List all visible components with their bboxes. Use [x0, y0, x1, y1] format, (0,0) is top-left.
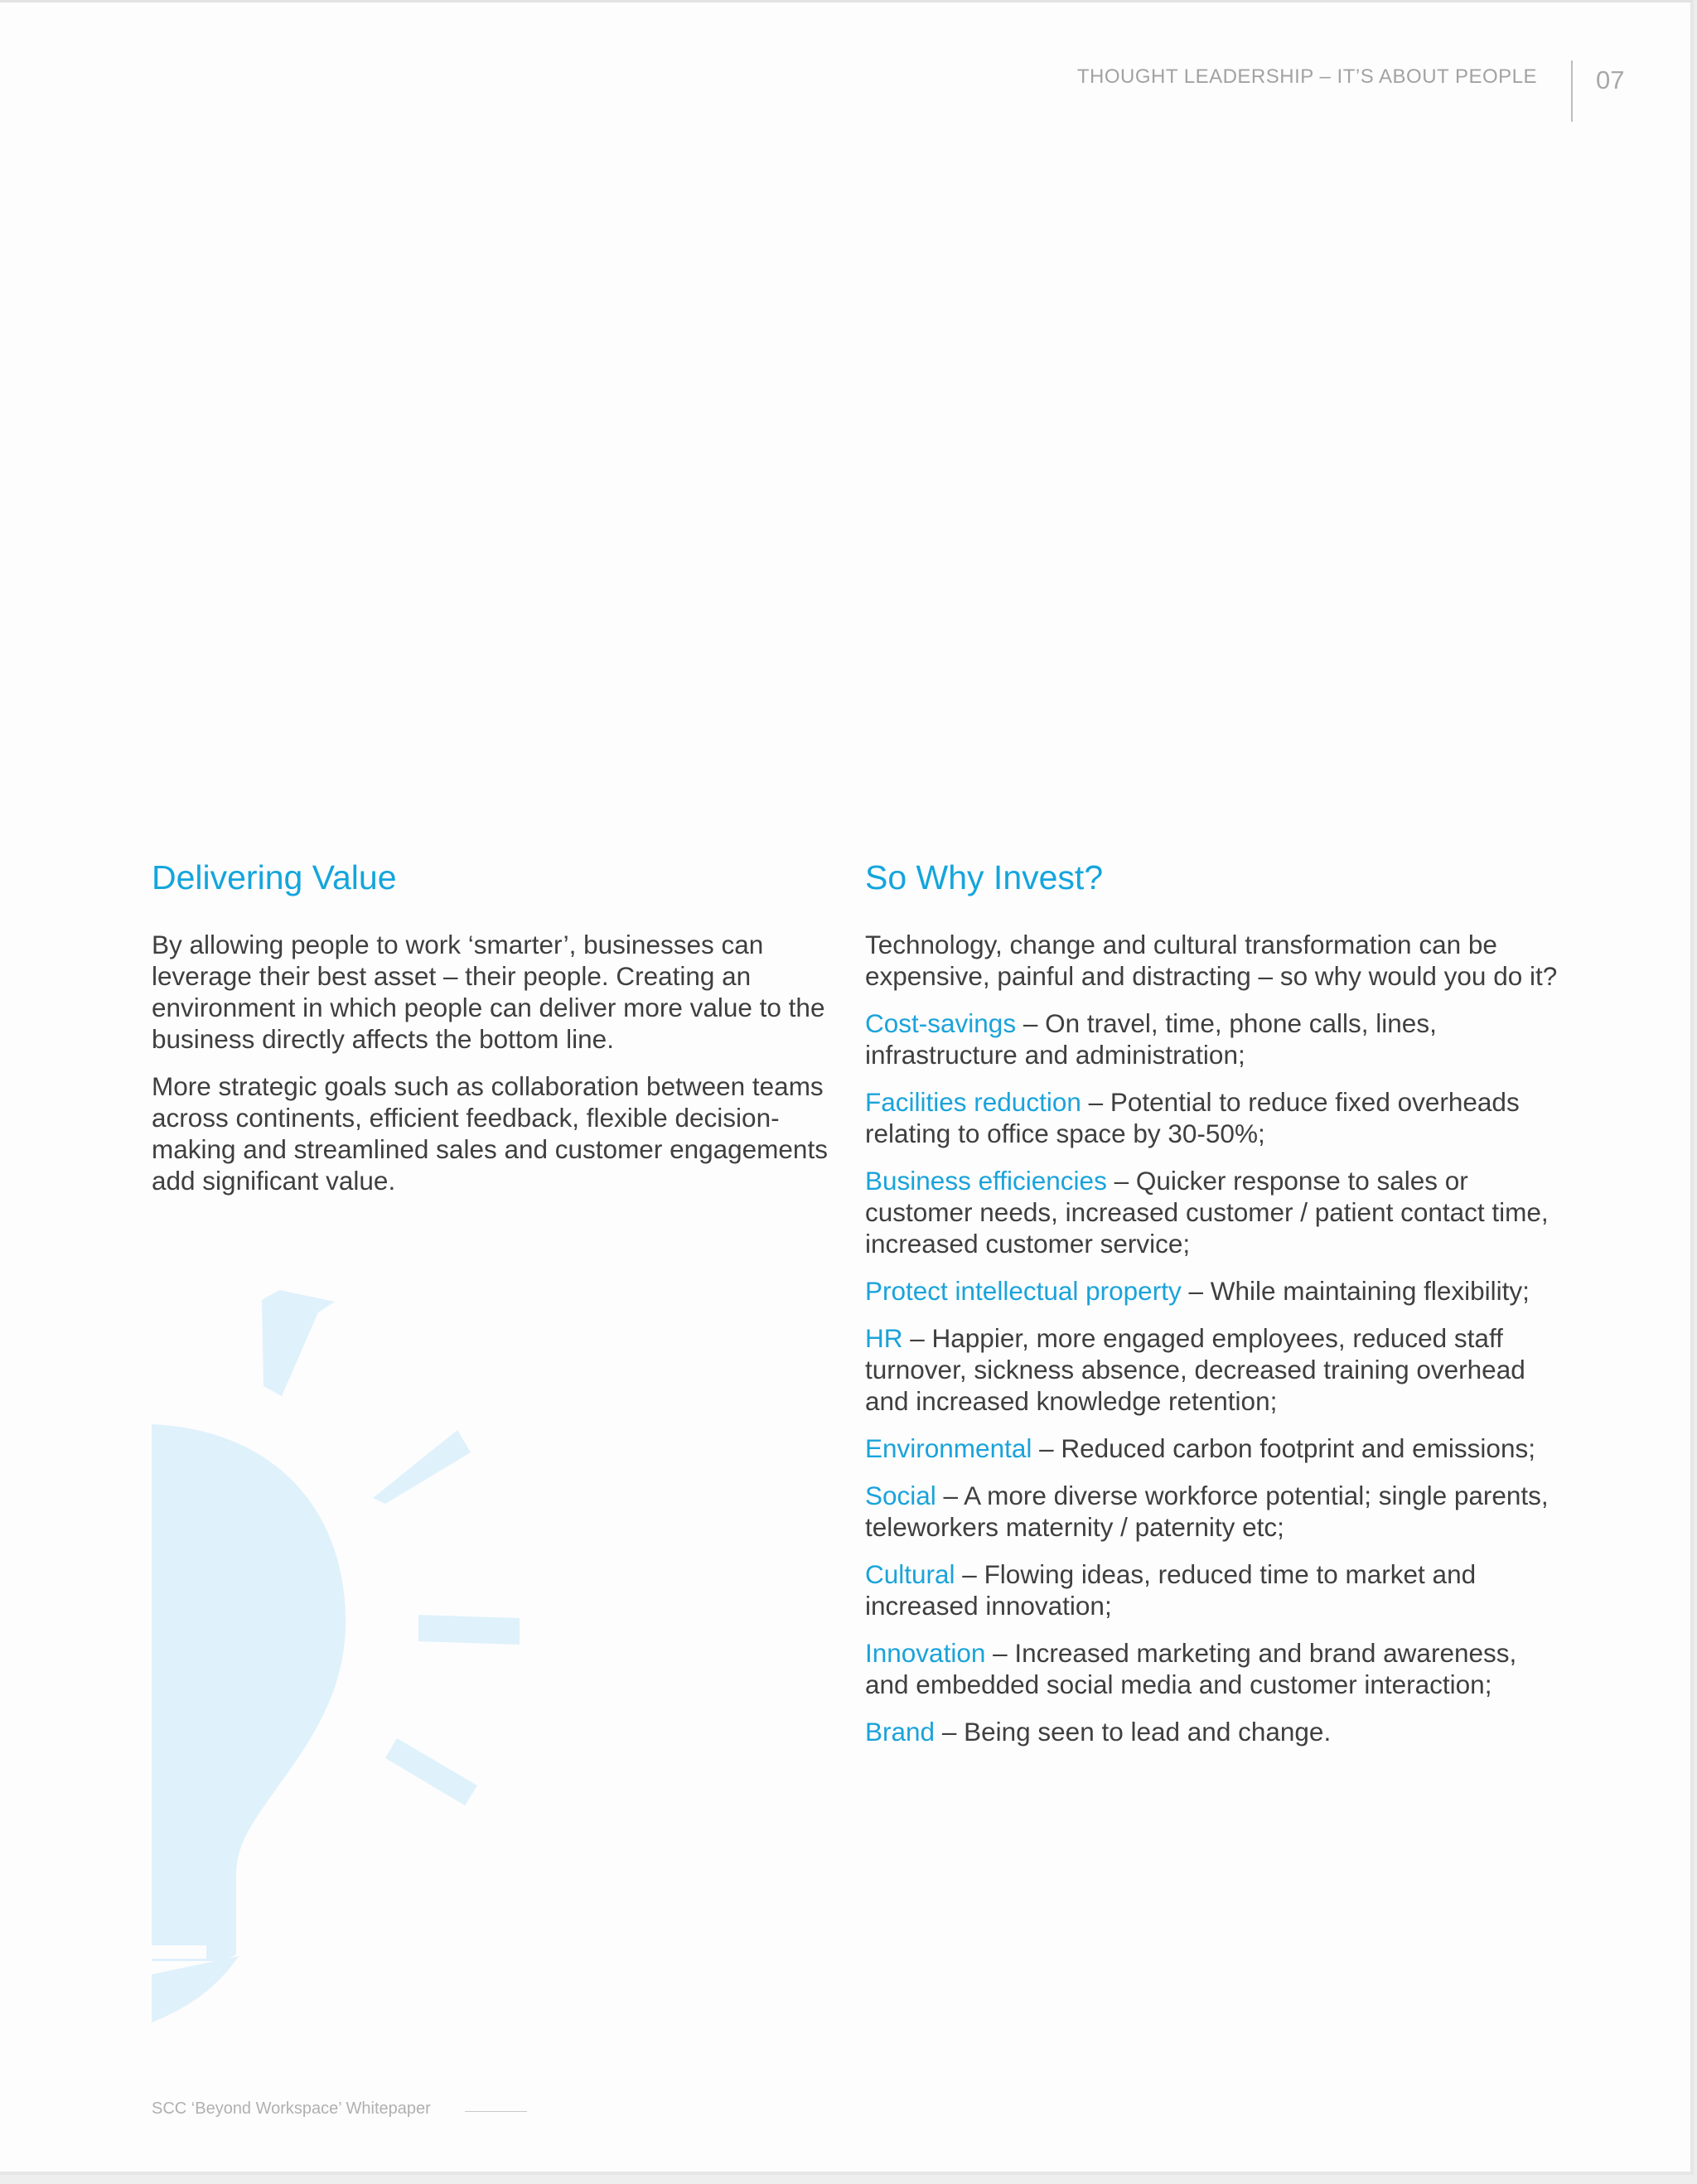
benefit-item [865, 1716, 1561, 1747]
benefit-text: – On travel, time, phone calls, lines, infrastructure and administration; [865, 1008, 1437, 1070]
delivering-value-section [152, 854, 831, 1212]
running-header: THOUGHT LEADERSHIP – IT’S ABOUT PEOPLE [1076, 65, 1537, 88]
footer-label: SCC ‘Beyond Workspace’ Whitepaper [152, 2099, 431, 2118]
benefit-text: – Increased marketing and brand awareness, and embedded social media and customer interaction; [865, 1638, 1517, 1699]
benefit-item [865, 1637, 1561, 1700]
benefit-item [865, 1165, 1561, 1259]
benefit-term: Cost-savings [865, 1008, 1017, 1038]
benefit-item [865, 1007, 1561, 1070]
section-heading: Delivering Value [152, 858, 397, 896]
benefit-term: Innovation [865, 1638, 986, 1668]
benefit-item [865, 1322, 1561, 1417]
benefit-text: – Potential to reduce fixed overheads relating to office space by 30-50%; [865, 1087, 1520, 1148]
benefit-text: – Reduced carbon footprint and emissions; [1032, 1433, 1535, 1463]
benefit-item [865, 1433, 1561, 1464]
benefit-term: Facilities reduction [865, 1087, 1081, 1117]
benefit-item [865, 1480, 1561, 1543]
benefit-text: – A more diverse workforce potential; single parents, teleworkers maternity / paternity etc; [865, 1481, 1549, 1542]
section-heading: So Why Invest? [865, 858, 1104, 896]
benefit-term: Cultural [865, 1559, 955, 1589]
benefit-item [865, 1558, 1561, 1621]
intro-paragraph: Technology, change and cultural transformation can be expensive, painful and distracting – so why would you do it? [865, 930, 1558, 991]
benefit-term: Environmental [865, 1433, 1032, 1463]
footer-rule [465, 2111, 527, 2112]
benefit-term: Social [865, 1481, 936, 1510]
benefit-item [865, 1086, 1561, 1149]
header-divider [1571, 60, 1573, 122]
benefit-text: – Being seen to lead and change. [935, 1717, 1332, 1747]
benefit-item [865, 1275, 1561, 1307]
benefit-text: – Flowing ideas, reduced time to market and increased innovation; [865, 1559, 1477, 1621]
page-number: 07 [1596, 65, 1625, 94]
benefit-term: Brand [865, 1717, 936, 1747]
benefit-term: HR [865, 1323, 903, 1353]
benefit-term: Protect intellectual property [865, 1276, 1182, 1306]
benefit-text: – While maintaining flexibility; [1181, 1276, 1530, 1306]
benefit-text: – Quicker response to sales or customer needs, increased customer / patient contact time, increased customer service; [865, 1166, 1549, 1259]
benefit-term: Business efficiencies [865, 1166, 1107, 1196]
body-paragraph: By allowing people to work ‘smarter’, businesses can leverage their best asset – their people. Creating an environment in which people can deliver more value to the business directly affects the bottom line. [152, 930, 825, 1054]
why-invest-section [865, 854, 1561, 1763]
body-paragraph: More strategic goals such as collaboration between teams across continents, efficient feedback, flexible decision-making and streamlined sales and customer engagements add significant value. [152, 1071, 828, 1196]
benefit-text: – Happier, more engaged employees, reduced staff turnover, sickness absence, decreased training overhead and increased knowledge retention; [865, 1323, 1525, 1416]
